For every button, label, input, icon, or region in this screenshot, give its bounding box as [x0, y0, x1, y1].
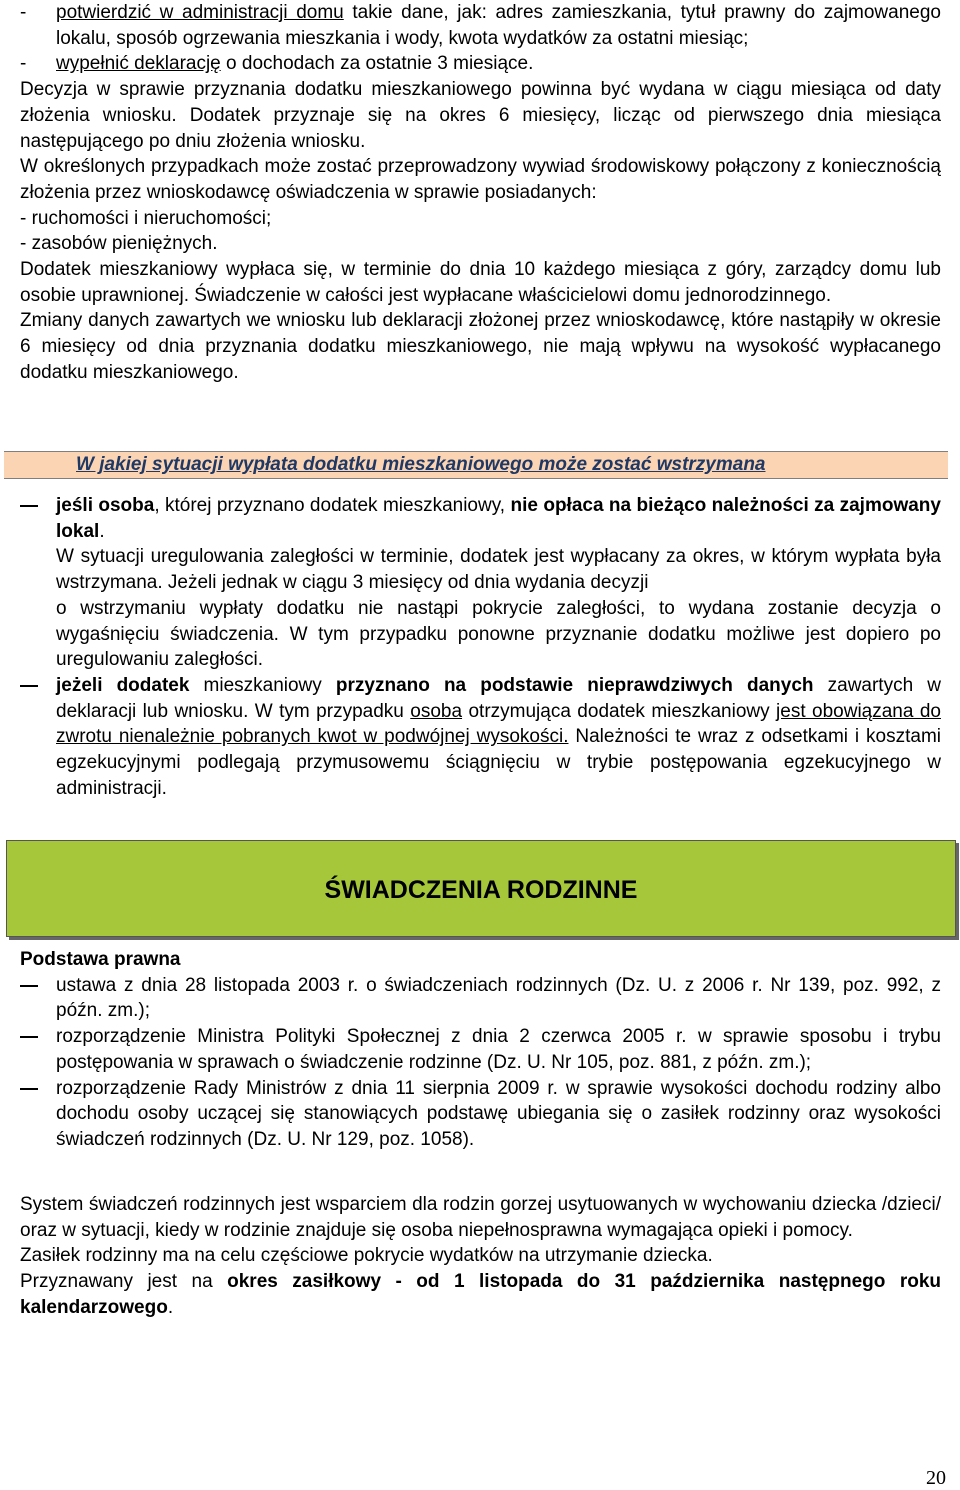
paragraph-interview: W określonych przypadkach może zostać przeprowadzony wywiad środowiskowy połączony z koniecznością złożenia przez wnioskodawcę oświadczenia w sprawie posiadanych:: [20, 156, 941, 203]
item-text: , której przyznano dodatek mieszkaniowy,: [154, 495, 511, 516]
dash-bullet: [20, 985, 38, 987]
bold-phrase: okres zasiłkowy - od 1 listopada do 31 października następnego roku kalendarzowego: [20, 1271, 941, 1318]
item-text: .: [167, 1296, 174, 1318]
dash-bullet: [20, 1088, 38, 1090]
legal-basis-section: [20, 947, 941, 1153]
underlined-phrase: osoba: [410, 700, 463, 722]
item-text: Należności te wraz z odsetkami i kosztami egzekucyjnymi podlegają przymusowemu ściągnięciu w trybie postępowania egzekucyjnego w administracji.: [56, 726, 942, 799]
item-text: otrzymująca dodatek mieszkaniowy: [462, 700, 777, 722]
bold-phrase: jeżeli dodatek: [56, 674, 190, 696]
item-paragraph: W sytuacji uregulowania zaległości w terminie, dodatek jest wypłacany za okres, w którym wypłata była wstrzymana. Jeżeli jednak w ciągu 3 miesięcy od dnia wydania decyzji: [56, 546, 941, 594]
dash-bullet: [20, 505, 38, 507]
underlined-phrase: potwierdzić w administracji domu: [56, 2, 344, 23]
legal-item: [20, 1076, 941, 1153]
legal-basis-heading: Podstawa prawna: [20, 949, 181, 970]
legal-item: [20, 1024, 941, 1075]
intro-dash-item-admin: [20, 0, 941, 51]
item-text: takie dane, jak: adres zamieszkania, tytuł prawny do zajmowanego lokalu, sposób ogrzewania mieszkania i wody, kwota wydatków za ostatni miesiąc;: [56, 2, 941, 49]
paragraph-decision: Decyzja w sprawie przyznania dodatku mieszkaniowego powinna być wydana w ciągu miesiąca od daty złożenia wniosku. Dodatek przyznaje się na okres 6 miesięcy, licząc od pierwszego dnia miesiąca następującego po dniu złożenia wniosku.: [20, 79, 941, 152]
underlined-phrase: wypełnić deklarację: [56, 53, 221, 75]
item-text: .: [99, 520, 105, 542]
dash-bullet: [20, 685, 38, 687]
list-line-property: - ruchomości i nieruchomości;: [20, 207, 272, 229]
section-heading: W jakiej sytuacji wypłata dodatku mieszkaniowego może zostać wstrzymana: [76, 454, 766, 475]
item-text: zawartych w deklaracji lub wniosku. W tym przypadku: [56, 674, 941, 722]
bold-phrase: jeśli osoba: [56, 495, 155, 516]
intro-dash-item-declaration: [20, 51, 941, 77]
paragraph-system: System świadczeń rodzinnych jest wsparciem dla rodzin gorzej usytuowanych w wychowaniu dziecka /dzieci/ oraz w sytuacji, kiedy w rodzinie znajduje się osoba niepełnosprawna wymagająca opieki i pomocy.: [20, 1194, 941, 1241]
item-text: mieszkaniowy: [189, 674, 336, 696]
bold-phrase: przyznano na podstawie nieprawdziwych danych: [335, 674, 814, 696]
section-banner: [6, 840, 956, 937]
dash-bullet: [20, 1036, 38, 1038]
banner-title: ŚWIADCZENIA RODZINNE: [324, 876, 638, 904]
legal-item: [20, 973, 941, 1024]
bold-phrase: nie opłaca na bieżąco należności za zajmowany lokal: [56, 495, 941, 542]
paragraph-payment: Dodatek mieszkaniowy wypłaca się, w terminie do dnia 10 każdego miesiąca z góry, zarządcy domu lub osobie uprawnionej. Świadczenie w całości jest wypłacane właścicielowi domu jednorodzinnego.: [20, 259, 941, 306]
item-text: o dochodach za ostatnie 3 miesiące.: [220, 53, 534, 75]
page-number: 20: [926, 1467, 946, 1489]
list-line-funds: - zasobów pieniężnych.: [20, 233, 218, 255]
paragraph-changes: Zmiany danych zawartych we wniosku lub deklaracji złożonej przez wnioskodawcę, które nastąpiły w okresie 6 miesięcy od dnia przyznania dodatku mieszkaniowego, nie mają wpływu na wysokość wypłacanego dodatku mieszkaniowego.: [20, 310, 941, 383]
suspension-list: [20, 493, 941, 801]
paragraph-allowance: [20, 1243, 941, 1320]
underlined-phrase: jest obowiązana do zwrotu nienależnie pobranych kwot w podwójnej wysokości.: [56, 700, 941, 748]
allowance-line: Zasiłek rodzinny ma na celu częściowe pokrycie wydatków na utrzymanie dziecka.: [20, 1245, 713, 1267]
suspension-item-false-data: [20, 673, 941, 802]
item-text: Przyznawany jest na: [20, 1271, 228, 1293]
legal-item-text: ustawa z dnia 28 listopada 2003 r. o świadczeniach rodzinnych (Dz. U. z 2006 r. Nr 139, poz. 992, z późn. zm.);: [56, 974, 941, 1022]
suspension-item-unpaid: [20, 493, 941, 673]
dash-bullet: -: [20, 2, 27, 23]
closing-section: [20, 1192, 941, 1321]
item-paragraph: o wstrzymaniu wypłaty dodatku nie nastąpi pokrycie zaległości, to wydana zostanie decyzja o wygaśnięciu świadczenia. W tym przypadku ponowne przyznanie dodatku możliwe jest dopiero po uregulowaniu zaległości.: [56, 597, 941, 671]
intro-section: [20, 0, 941, 386]
legal-item-text: rozporządzenie Ministra Polityki Społecznej z dnia 2 czerwca 2005 r. w sprawie sposobu i trybu postępowania w sprawach o świadczenie rodzinne (Dz. U. Nr 105, poz. 881, z późn. zm.);: [56, 1026, 941, 1073]
dash-bullet: -: [20, 53, 27, 75]
legal-item-text: rozporządzenie Rady Ministrów z dnia 11 sierpnia 2009 r. w sprawie wysokości dochodu rodziny albo dochodu osoby uczącej się stanowiących podstawę ubiegania się o zasiłek rodzinny oraz wysokości świadczeń rodzinnych (Dz. U. Nr 129, poz. 1058).: [56, 1077, 941, 1150]
